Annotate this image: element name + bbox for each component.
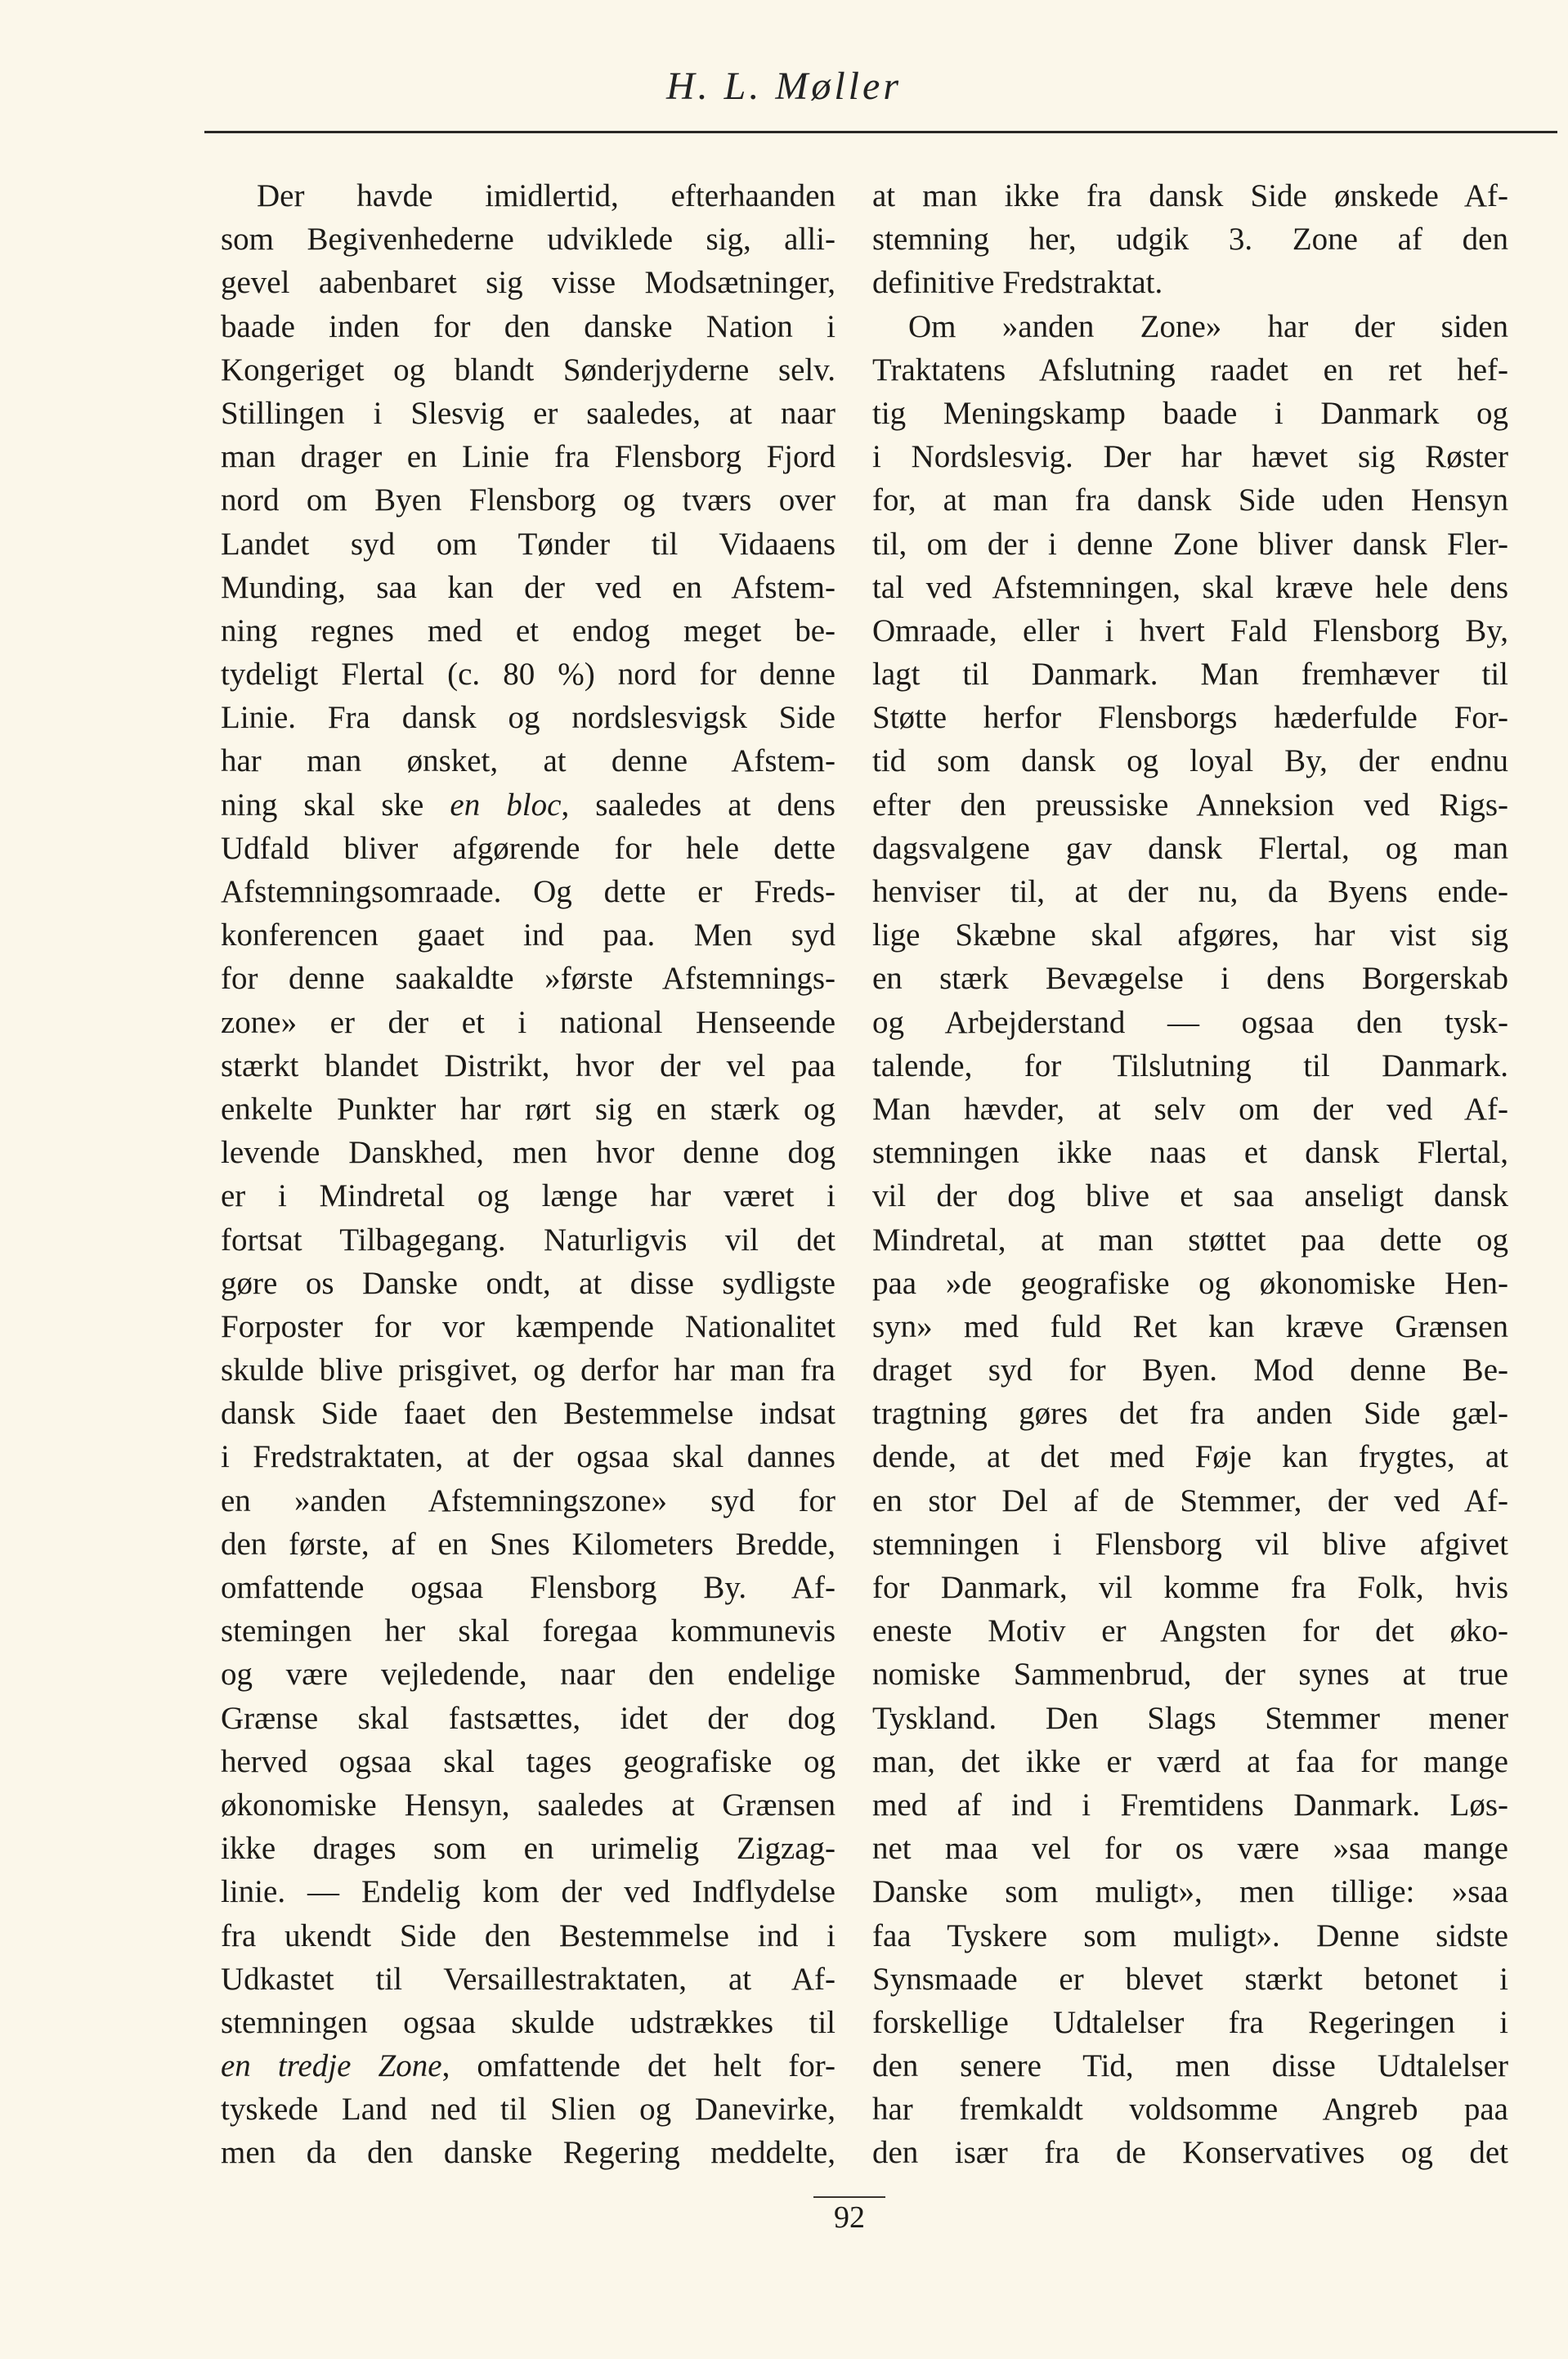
text-line: herved ogsaa skal tages geografiske og [221, 1743, 836, 1779]
text-line: Kongeriget og blandt Sønderjyderne selv. [221, 352, 836, 388]
text-line: en tredje Zone, omfattende det helt for- [221, 2048, 836, 2084]
text-line: konferencen gaaet ind paa. Men syd [221, 917, 836, 953]
text-line: Munding, saa kan der ved en Afstem- [221, 569, 836, 605]
text-line: levende Danskhed, men hvor denne dog [221, 1135, 836, 1171]
text-line: den især fra de Konservatives og det [872, 2135, 1508, 2171]
text-line: draget syd for Byen. Mod denne Be- [872, 1352, 1508, 1388]
text-line: en stor Del af de Stemmer, der ved Af- [872, 1482, 1508, 1518]
text-line: den senere Tid, men disse Udtalelser [872, 2048, 1508, 2084]
text-line: Omraade, eller i hvert Fald Flensborg By, [872, 612, 1508, 648]
text-line: stemning her, udgik 3. Zone af den [872, 222, 1508, 258]
text-line: omfattende ogsaa Flensborg By. Af- [221, 1570, 836, 1605]
text-line: enkelte Punkter har rørt sig en stærk og [221, 1091, 836, 1127]
text-line: men da den danske Regering meddelte, [221, 2135, 836, 2171]
text-line: Om »anden Zone» har der siden [908, 308, 1508, 344]
text-line: nomiske Sammenbrud, der synes at true [872, 1657, 1508, 1693]
paragraph [872, 174, 1508, 305]
text-line: zone» er der et i national Henseende [221, 1004, 836, 1040]
text-line: Linie. Fra dansk og nordslesvigsk Side [221, 700, 836, 736]
text-line: tig Meningskamp baade i Danmark og [872, 395, 1508, 431]
text-line: Synsmaade er blevet stærkt betonet i [872, 1961, 1508, 1997]
text-line: stærkt blandet Distrikt, hvor der vel paa [221, 1047, 836, 1083]
text-line: Danske som muligt», men tillige: »saa [872, 1874, 1508, 1910]
text-line: ikke drages som en urimelig Zigzag- [221, 1831, 836, 1867]
text-line: Grænse skal fastsættes, idet der dog [221, 1700, 836, 1736]
text-line: Landet syd om Tønder til Vidaaens [221, 526, 836, 562]
text-line: fra ukendt Side den Bestemmelse ind i [221, 1917, 836, 1953]
text-line: man, det ikke er værd at faa for mange [872, 1743, 1508, 1779]
text-line: dende, at det med Føje kan frygtes, at [872, 1439, 1508, 1475]
text-line: eneste Motiv er Angsten for det øko- [872, 1613, 1508, 1649]
text-line: for denne saakaldte »første Afstemnings- [221, 961, 836, 997]
text-line: syn» med fuld Ret kan kræve Grænsen [872, 1308, 1508, 1344]
text-line: efter den preussiske Anneksion ved Rigs- [872, 787, 1508, 823]
text-line: talende, for Tilslutning til Danmark. [872, 1047, 1508, 1083]
text-line: og være vejledende, naar den endelige [221, 1657, 836, 1693]
text-line: skulde blive prisgivet, og derfor har man fra [221, 1352, 836, 1388]
text-line: en stærk Bevægelse i dens Borgerskab [872, 961, 1508, 997]
text-line: for Danmark, vil komme fra Folk, hvis [872, 1570, 1508, 1605]
text-line: at man ikke fra dansk Side ønskede Af- [872, 178, 1508, 213]
text-line: stemningen i Flensborg vil blive afgivet [872, 1526, 1508, 1562]
page-number: 92 [834, 2200, 865, 2235]
italic-phrase: en bloc [450, 787, 562, 823]
text-line: har fremkaldt voldsomme Angreb paa [872, 2092, 1508, 2128]
text-line: som Begivenhederne udviklede sig, alli- [221, 222, 836, 258]
left-column [221, 174, 836, 2175]
text-line: tydeligt Flertal (c. 80 %) nord for denne [221, 657, 836, 693]
text-line: Man hævder, at selv om der ved Af- [872, 1091, 1508, 1127]
page-number-rule [813, 2196, 885, 2198]
text-line: Støtte herfor Flensborgs hæderfulde For- [872, 700, 1508, 736]
text-line: stemningen ogsaa skulde udstrækkes til [221, 2004, 836, 2040]
text-line: ning regnes med et endog meget be- [221, 612, 836, 648]
text-line: i Nordslesvig. Der har hævet sig Røster [872, 439, 1508, 475]
running-header: H. L. Møller [666, 65, 902, 108]
italic-phrase: en tredje Zone [221, 2048, 442, 2084]
text-line: linie. — Endelig kom der ved Indflydelse [221, 1874, 836, 1910]
text-line: ning skal ske en bloc, saaledes at dens [221, 787, 836, 823]
text-line: forskellige Udtalelser fra Regeringen i [872, 2004, 1508, 2040]
text-line: Stillingen i Slesvig er saaledes, at naar [221, 395, 836, 431]
text-line: tragtning gøres det fra anden Side gæl- [872, 1396, 1508, 1432]
text-line: tyskede Land ned til Slien og Danevirke, [221, 2092, 836, 2128]
text-line: nord om Byen Flensborg og tværs over [221, 482, 836, 518]
text-line: henviser til, at der nu, da Byens ende- [872, 874, 1508, 909]
text-line: tal ved Afstemningen, skal kræve hele dens [872, 569, 1508, 605]
text-line: man drager en Linie fra Flensborg Fjord [221, 439, 836, 475]
text-line: dagsvalgene gav dansk Flertal, og man [872, 830, 1508, 866]
text-line: og Arbejderstand — ogsaa den tysk- [872, 1004, 1508, 1040]
text-line: faa Tyskere som muligt». Denne sidste [872, 1917, 1508, 1953]
text-line: stemingen her skal foregaa kommunevis [221, 1613, 836, 1649]
paragraph [221, 174, 836, 2175]
text-line: til, om der i denne Zone bliver dansk Fler- [872, 526, 1508, 562]
text-line: lagt til Danmark. Man fremhæver til [872, 657, 1508, 693]
text-line: i Fredstraktaten, at der ogsaa skal dannes [221, 1439, 836, 1475]
text-line: en »anden Afstemningszone» syd for [221, 1482, 836, 1518]
text-line: stemningen ikke naas et dansk Flertal, [872, 1135, 1508, 1171]
text-line: tid som dansk og loyal By, der endnu [872, 743, 1508, 779]
text-line: vil der dog blive et saa anseligt dansk [872, 1178, 1508, 1214]
right-column [872, 174, 1508, 2175]
text-line: Mindretal, at man støttet paa dette og [872, 1222, 1508, 1258]
text-line: gevel aabenbaret sig visse Modsætninger, [221, 265, 836, 301]
text-line: baade inden for den danske Nation i [221, 308, 836, 344]
text-line: er i Mindretal og længe har været i [221, 1178, 836, 1214]
text-line: paa »de geografiske og økonomiske Hen- [872, 1265, 1508, 1301]
text-line: Forposter for vor kæmpende Nationalitet [221, 1308, 836, 1344]
text-line: for, at man fra dansk Side uden Hensyn [872, 482, 1508, 518]
header-rule [204, 131, 1557, 133]
paragraph [872, 305, 1508, 2175]
text-line: Udkastet til Versaillestraktaten, at Af- [221, 1961, 836, 1997]
text-line: fortsat Tilbagegang. Naturligvis vil det [221, 1222, 836, 1258]
text-line: Tyskland. Den Slags Stemmer mener [872, 1700, 1508, 1736]
text-line: gøre os Danske ondt, at disse sydligste [221, 1265, 836, 1301]
text-line: dansk Side faaet den Bestemmelse indsat [221, 1396, 836, 1432]
text-line: økonomiske Hensyn, saaledes at Grænsen [221, 1787, 836, 1823]
text-line: med af ind i Fremtidens Danmark. Løs- [872, 1787, 1508, 1823]
text-line: Der havde imidlertid, efterhaanden [257, 178, 836, 213]
text-line: Traktatens Afslutning raadet en ret hef- [872, 352, 1508, 388]
text-line: Afstemningsomraade. Og dette er Freds- [221, 874, 836, 909]
text-line: den første, af en Snes Kilometers Bredde, [221, 1526, 836, 1562]
text-line: definitive Fredstraktat. [872, 265, 1163, 301]
text-line: lige Skæbne skal afgøres, har vist sig [872, 917, 1508, 953]
text-line: net maa vel for os være »saa mange [872, 1831, 1508, 1867]
text-line: Udfald bliver afgørende for hele dette [221, 830, 836, 866]
text-line: har man ønsket, at denne Afstem- [221, 743, 836, 779]
